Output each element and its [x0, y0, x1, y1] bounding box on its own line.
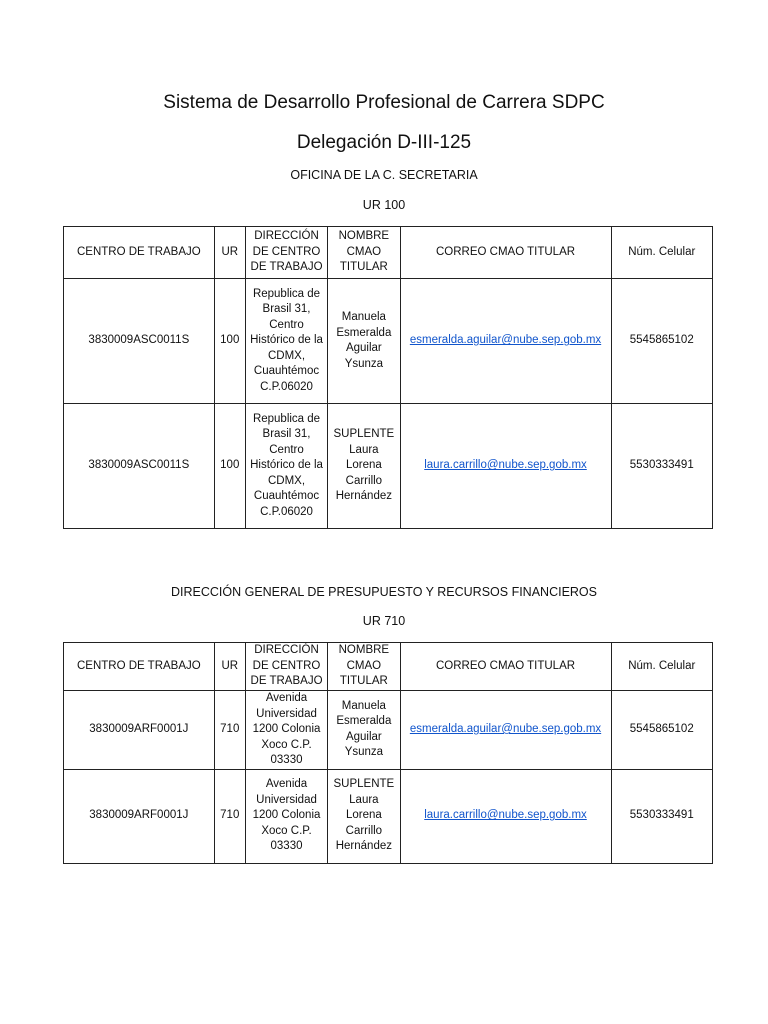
col-ur: UR: [214, 643, 245, 691]
table-row: [64, 404, 713, 529]
cell-celular: 5545865102: [611, 279, 713, 404]
cell-celular: 5530333491: [611, 404, 713, 529]
email-link[interactable]: laura.carrillo@nube.sep.gob.mx: [424, 459, 587, 472]
cell-celular: 5545865102: [611, 691, 713, 770]
col-correo: CORREO CMAO TITULAR: [400, 643, 611, 691]
cell-ur: 100: [214, 404, 245, 529]
col-centro-trabajo: CENTRO DE TRABAJO: [64, 227, 215, 279]
cell-ur: 710: [214, 691, 245, 770]
col-centro-trabajo: CENTRO DE TRABAJO: [64, 643, 215, 691]
cell-celular: 5530333491: [611, 769, 713, 863]
email-link[interactable]: laura.carrillo@nube.sep.gob.mx: [424, 809, 587, 822]
table-row: [64, 279, 713, 404]
cell-centro: 3830009ARF0001J: [64, 691, 215, 770]
col-direccion: DIRECCIÓN DE CENTRO DE TRABAJO: [245, 643, 327, 691]
table-row: [64, 769, 713, 863]
delegacion-title: Delegación D-III-125: [296, 132, 472, 153]
cell-direccion: Republica de Brasil 31, Centro Histórico de la CDMX, Cuauhtémoc C.P.06020: [245, 279, 327, 404]
email-link[interactable]: esmeralda.aguilar@nube.sep.gob.mx: [409, 334, 602, 347]
cell-centro: 3830009ARF0001J: [64, 769, 215, 863]
email-link[interactable]: esmeralda.aguilar@nube.sep.gob.mx: [409, 723, 602, 735]
section-2-ur: UR 710: [362, 614, 406, 628]
cell-direccion: Republica de Brasil 31, Centro Histórico de la CDMX, Cuauhtémoc C.P.06020: [245, 404, 327, 529]
col-direccion: DIRECCIÓN DE CENTRO DE TRABAJO: [245, 227, 327, 279]
col-correo: CORREO CMAO TITULAR: [400, 227, 611, 279]
cell-correo: [400, 691, 611, 770]
cell-direccion: Avenida Universidad 1200 Colonia Xoco C.P. 03330: [245, 691, 327, 770]
col-nombre: NOMBRE CMAO TITULAR: [328, 227, 400, 279]
table-row: [64, 691, 713, 770]
document-title: Sistema de Desarrollo Profesional de Carrera SDPC: [163, 92, 605, 113]
col-celular: Núm. Celular: [611, 227, 713, 279]
section-1-heading: OFICINA DE LA C. SECRETARIA: [290, 168, 478, 182]
cell-correo: [400, 769, 611, 863]
table-header-row: [64, 643, 713, 691]
section-2-heading: DIRECCIÓN GENERAL DE PRESUPUESTO Y RECURSOS FINANCIEROS: [170, 585, 597, 599]
cell-nombre: SUPLENTE Laura Lorena Carrillo Hernández: [328, 404, 400, 529]
cell-correo: [400, 279, 611, 404]
cell-correo: [400, 404, 611, 529]
col-nombre: NOMBRE CMAO TITULAR: [328, 643, 400, 691]
col-celular: Núm. Celular: [611, 643, 713, 691]
cell-nombre: SUPLENTE Laura Lorena Carrillo Hernández: [328, 769, 400, 863]
section-1-ur: UR 100: [362, 198, 406, 212]
table-header-row: [64, 227, 713, 279]
section-2-table: [63, 642, 713, 864]
section-1-table: [63, 226, 713, 529]
cell-direccion: Avenida Universidad 1200 Colonia Xoco C.P. 03330: [245, 769, 327, 863]
cell-nombre: Manuela Esmeralda Aguilar Ysunza: [328, 279, 400, 404]
col-ur: UR: [214, 227, 245, 279]
cell-ur: 100: [214, 279, 245, 404]
cell-centro: 3830009ASC0011S: [64, 279, 215, 404]
cell-ur: 710: [214, 769, 245, 863]
cell-nombre: Manuela Esmeralda Aguilar Ysunza: [328, 691, 400, 770]
cell-centro: 3830009ASC0011S: [64, 404, 215, 529]
